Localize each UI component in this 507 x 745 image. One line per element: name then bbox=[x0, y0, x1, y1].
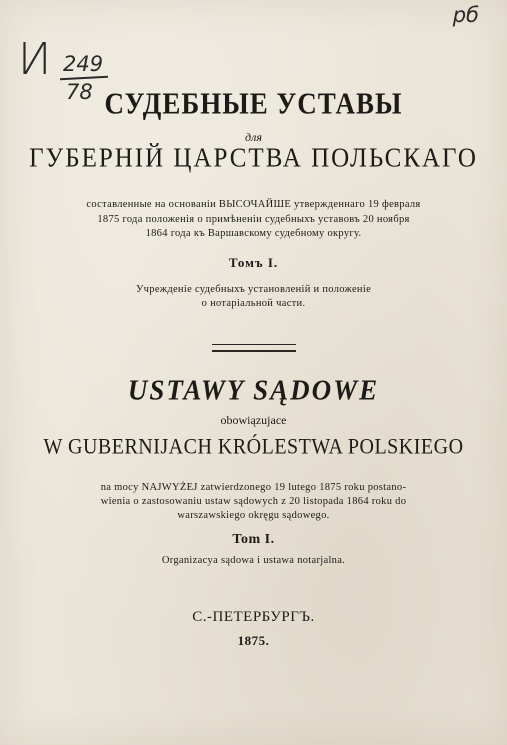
polish-subtitle-small: obowiązujace bbox=[220, 413, 287, 427]
russian-paragraph-line-2: 1875 года положенія о примѣненіи судебныхъ уставовъ 20 ноября bbox=[97, 214, 410, 225]
russian-paragraph-line-3: 1864 года къ Варшавскому судебному округу. bbox=[145, 228, 362, 239]
polish-volume: Tom I. bbox=[232, 532, 275, 547]
section-divider bbox=[212, 344, 296, 352]
corner-handwritten-mark: рб bbox=[452, 3, 479, 27]
russian-paragraph-line-1: составленные на основаніи ВЫСОЧАЙШЕ утвержденнаго 19 февраля bbox=[86, 199, 421, 210]
polish-volume-desc: Organizacya sądowa i ustawa notarjalna. bbox=[161, 555, 346, 566]
polish-subtitle: W GUBERNIJACH KRÓLESTWA POLSKIEGO bbox=[43, 434, 464, 460]
russian-subtitle: ГУБЕРНІЙ ЦАРСТВА ПОЛЬСКАГО bbox=[29, 143, 478, 174]
polish-paragraph-line-3: warszawskiego okręgu sądowego. bbox=[177, 510, 330, 521]
russian-for: для bbox=[245, 130, 262, 144]
russian-volume: Томъ I. bbox=[228, 255, 279, 270]
russian-volume-desc-line-2: о нотаріальной части. bbox=[201, 298, 306, 309]
russian-volume-desc-line-1: Учрежденіе судебныхъ установленій и положеніе bbox=[135, 284, 372, 295]
imprint-city: С.-ПЕТЕРБУРГЪ. bbox=[192, 609, 315, 625]
shelf-mark-letter: И bbox=[18, 34, 52, 85]
shelf-mark-number-top: 249 bbox=[63, 52, 104, 76]
russian-title: СУДЕБНЫЕ УСТАВЫ bbox=[104, 85, 403, 121]
polish-title: USTAWY SĄDOWE bbox=[127, 374, 380, 406]
polish-paragraph-line-2: wienia o zastosowaniu ustaw sądowych z 20 listopada 1864 roku do bbox=[100, 496, 407, 507]
polish-paragraph-line-1: na mocy NAJWYŻEJ zatwierdzonego 19 lutego 1875 roku postano- bbox=[100, 482, 407, 493]
shelf-mark-number-bottom: 78 bbox=[66, 80, 93, 104]
imprint-year: 1875. bbox=[237, 633, 270, 648]
